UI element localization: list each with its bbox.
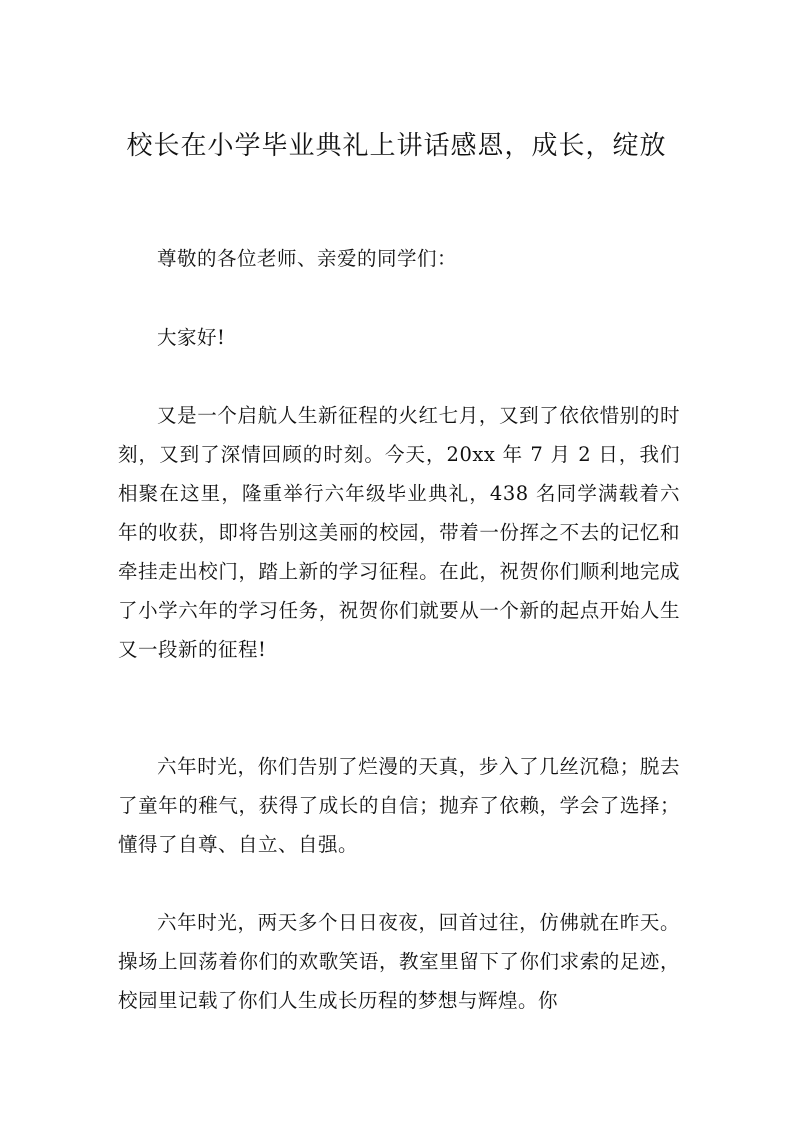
body-paragraph-3: 六年时光，两天多个日日夜夜，回首过往，仿佛就在昨天。操场上回荡着你们的欢歌笑语，教室里留下了你们求索的足迹，校园里记载了你们人生成长历程的梦想与辉煌。你	[118, 911, 680, 1012]
salutation-paragraph: 大家好!	[157, 326, 226, 349]
document-title: 校长在小学毕业典礼上讲话感恩，成长，绽放	[126, 131, 667, 161]
body-paragraph-2: 六年时光，你们告别了烂漫的天真，步入了几丝沉稳；脱去了童年的稚气，获得了成长的自信；抛弃了依赖，学会了选择；懂得了自尊、自立、自强。	[118, 755, 680, 856]
body-paragraph-1: 又是一个启航人生新征程的火红七月，又到了依依惜别的时刻，又到了深情回顾的时刻。今天，20xx 年 7 月 2 日，我们相聚在这里，隆重举行六年级毕业典礼，438 名同学满载着六年的收获，即将告别这美丽的校园，带着一份挥之不去的记忆和牵挂走出校门，踏上新的学习征程。在此，祝贺你们顺利地完成了小学六年的学习任务，祝贺你们就要从一个新的起点开始人生又一段新的征程!	[118, 404, 680, 661]
greeting-paragraph: 尊敬的各位老师、亲爱的同学们：	[157, 247, 458, 270]
